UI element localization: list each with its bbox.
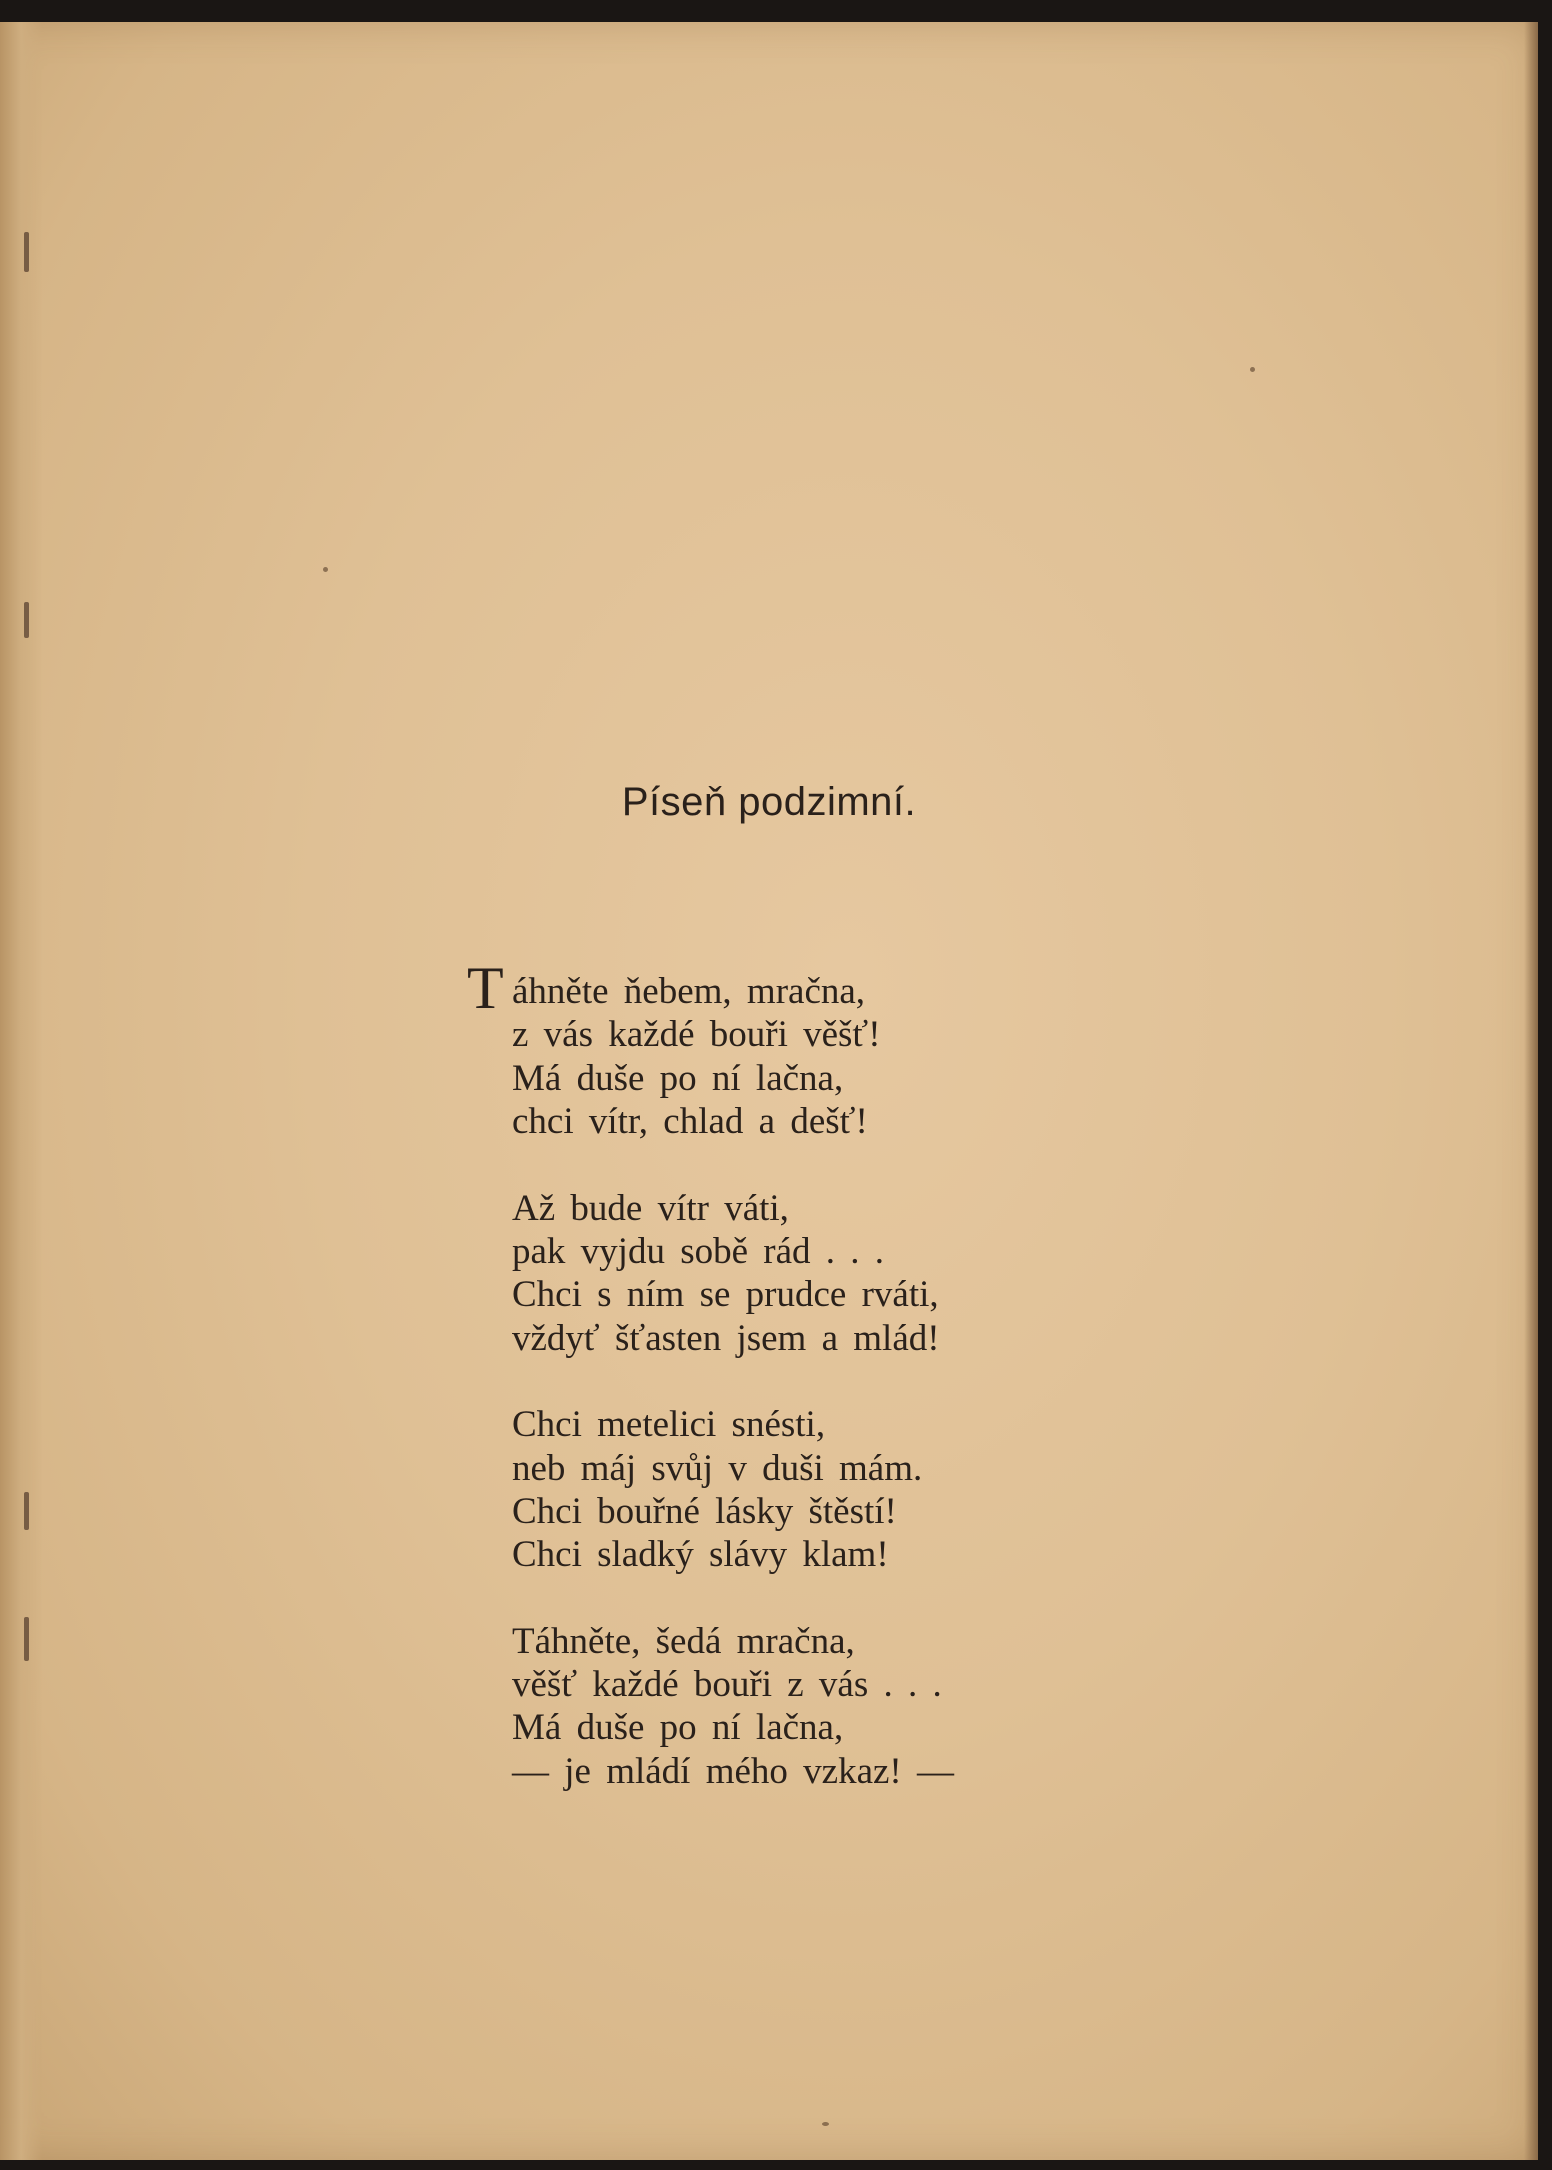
paper-sheet [0,22,1538,2160]
binding-thread-mark [24,1617,29,1661]
poem-line: Až bude vítr váti, [512,1187,789,1229]
poem-line: Má duše po ní lačna, [512,1057,844,1099]
stanza [512,1620,954,1794]
poem-line: Má duše po ní lačna, [512,1707,844,1749]
poem-line: — je mládí mého vzkaz! — [512,1750,955,1792]
poem-line: z vás každé bouři věšť! [512,1014,881,1056]
poem-line: Chci bouřné lásky štěstí! [512,1490,897,1532]
binding-thread-mark [24,1492,29,1530]
paper-speck [1250,367,1255,372]
binding-thread-mark [24,232,29,272]
paper-speck [323,567,328,572]
stanza [512,1403,954,1577]
poem-line [467,955,954,1021]
poem-line: Chci s ním se prudce rváti, [512,1274,939,1316]
poem-title: Píseň podzimní. [621,780,917,824]
poem-line: věšť každé bouři z vás . . . [512,1664,942,1706]
poem-line: neb máj svůj v duši mám. [512,1447,923,1489]
stanza [467,955,954,1144]
page-edge-shadow [1524,22,1538,2160]
binding-thread-mark [24,602,29,638]
poem-line: Táhněte, šedá mračna, [512,1620,855,1662]
poem-line: chci vítr, chlad a dešť! [512,1101,868,1143]
binding-gutter [0,22,42,2160]
poem-line-text: áhněte ňebem, mračna, [512,971,866,1012]
drop-cap: T [467,955,504,1021]
stanza [512,1187,954,1361]
poem-line: Chci metelici snésti, [512,1404,826,1446]
paper-speck [822,2122,829,2126]
poem-line: vždyť šťasten jsem a mlád! [512,1317,940,1359]
poem-line: Chci sladký slávy klam! [512,1534,889,1576]
poem-body [467,955,955,1836]
poem-line: pak vyjdu sobě rád . . . [512,1230,885,1272]
